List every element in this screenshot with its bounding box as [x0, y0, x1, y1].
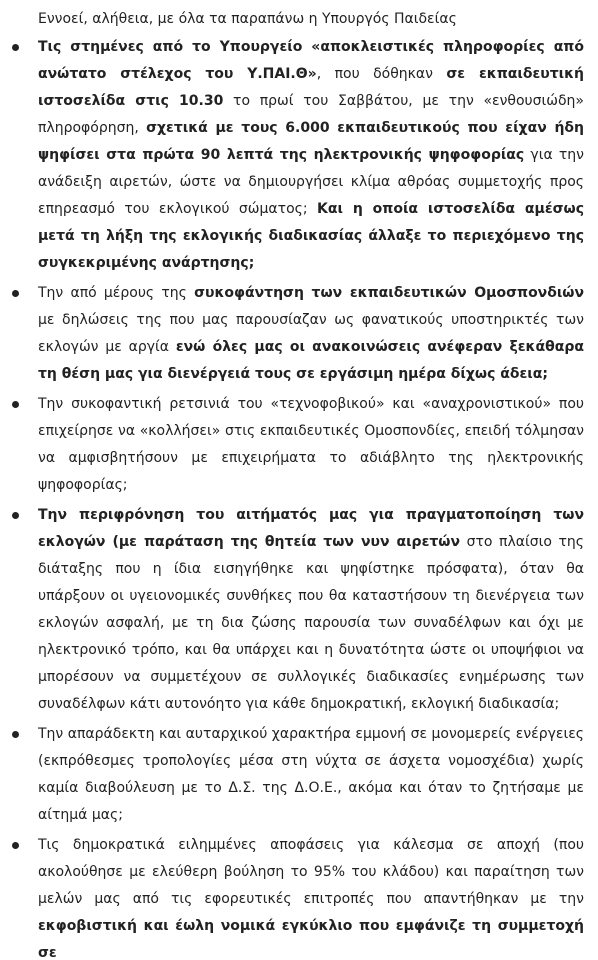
text-segment: Την συκοφαντική ρετσινιά του «τεχνοφοβικού» και «αναχρονιστικού» που επιχείρησε να «κολλήσει» στις εκπαιδευτικές Ομοσπονδίες, επειδή τόλμησαν να αμφισβητήσουν με επιχειρήματα το αδιάβλητο της ηλεκτρονικής ψηφοφορίας; [38, 396, 584, 493]
bold-text-segment: Και η οποία ιστοσελίδα αμέσως μετά τη λήξη της εκλογικής διαδικασίας άλλαξε το περιεχόμενο της συγκεκριμένης ανάρτησης; [38, 201, 585, 271]
list-item [0, 280, 584, 388]
bullet-icon [12, 512, 19, 519]
bold-text-segment: Την περιφρόνηση του αιτήματός μας για πραγματοποίηση των εκλογών (με παράταση της θητεία των νυν αιρετών [38, 507, 584, 550]
bold-text-segment: εκφοβιστική και έωλη νομικά εγκύκλιο που εμφάνιζε τη συμμετοχή σε [38, 918, 584, 960]
text-segment: Την απαράδεκτη και αυταρχικού χαρακτήρα εμμονή σε μονομερείς ενέργειες (εκπρόθεσμες τροπολογίες μέσα στη νύχτα σε άσχετα νομοσχέδια) χωρίς καμία διαβούλευση με το Δ.Σ. της Δ.Ο.Ε., ακόμα και όταν το ζητήσαμε με αίτημά μας; [38, 726, 584, 823]
text-segment: Τις δημοκρατικά ειλημμένες αποφάσεις για κάλεσμα σε αποχή (που ακολούθησε με ελεύθερη βούληση το 95% του κλάδου) και παραίτηση των μελών μας από τις εφορευτικές επιτροπές που απαντήθηκαν με την [38, 837, 584, 907]
text-segment: για την ανάδειξη αιρετών, ώστε να δημιουργήσει κλίμα αθρόας συμμετοχής προς επηρεασμό του εκλογικού σώματος; [38, 147, 584, 217]
list-item [0, 391, 584, 499]
list-item [0, 721, 584, 829]
bullet-icon [12, 842, 19, 849]
list-item [0, 832, 584, 960]
list-item [0, 34, 584, 277]
text-segment: το πρωί του Σαββάτου, με την «ενθουσιώδη» πληροφόρηση, [38, 93, 585, 136]
bullet-icon [12, 731, 19, 738]
bullet-icon [12, 44, 19, 51]
bold-text-segment: σχετικά με τους 6.000 εκπαιδευτικούς που είχαν ήδη ψηφίσει στα πρώτα 90 λεπτά της ηλεκτρονικής ψηφοφορίας [38, 120, 585, 163]
bold-text-segment: Τις στημένες από το Υπουργείο «αποκλειστικές πληροφορίες από ανώτατο στέλεχος του Υ.ΠΑΙ.Θ» [38, 39, 584, 82]
bullet-list [0, 34, 584, 960]
bullet-icon [12, 401, 19, 408]
list-item [0, 502, 584, 718]
text-segment: με δηλώσεις της που μας παρουσίαζαν ως φανατικούς υποστηρικτές των εκλογών με αργία [38, 312, 584, 355]
text-segment: στο πλαίσιο της διάταξης που η ίδια εισηγήθηκε και ψηφίστηκε πρόσφατα), όταν θα υπάρξουν οι υγειονομικές συνθήκες που θα καταστήσουν τη διενέργεια των εκλογών ασφαλή, με τη δια ζώσης παρουσία των συναδέλφων και όχι με ηλεκτρονικό τρόπο, και θα υπάρχει και η δυνατότητα ώστε οι υποψήφιοι να μπορέσουν να συμμετέχουν σε συλλογικές διαδικασίες ενημέρωσης των συναδέλφων κάτι αυτονόητο για κάθε δημοκρατική, εκλογική διαδικασία; [38, 534, 584, 712]
intro-line: Εννοεί, αλήθεια, με όλα τα παραπάνω η Υπουργός Παιδείας [38, 11, 457, 27]
text-segment: , που δόθηκαν [316, 66, 447, 82]
text-segment: Την από μέρους της [38, 285, 195, 301]
bold-text-segment: συκοφάντηση των εκπαιδευτικών Ομοσπονδιών [194, 285, 584, 301]
bullet-icon [12, 290, 19, 297]
bold-text-segment: ενώ όλες μας οι ανακοινώσεις ανέφεραν ξεκάθαρα τη θέση μας για διενέργειά τους σε εργάσιμη ημέρα δίχως άδεια; [38, 339, 584, 382]
bold-text-segment: σε εκπαιδευτική ιστοσελίδα στις 10.30 [38, 66, 585, 109]
